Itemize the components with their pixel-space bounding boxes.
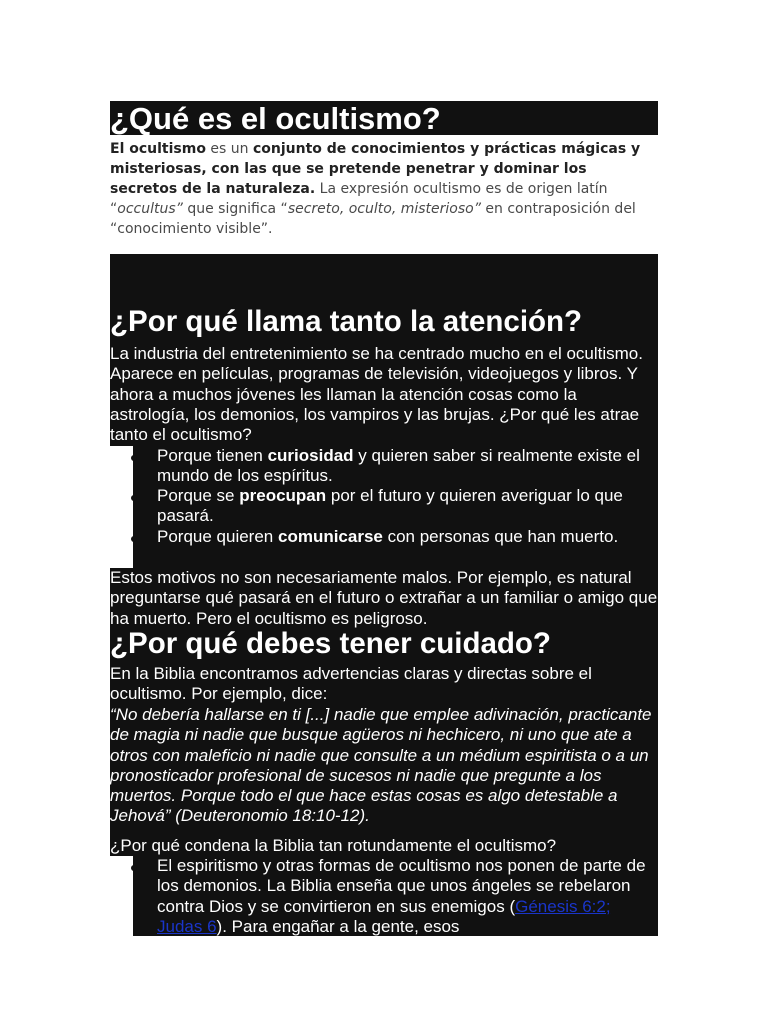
section2-paragraph-2: Estos motivos no son necesariamente malos. Por ejemplo, es natural preguntarse qué pasará en el futuro o extrañar a un familiar o amigo que ha muerto. Pero el ocultismo es peligroso. bbox=[110, 568, 658, 628]
section2-paragraph-1: La industria del entretenimiento se ha centrado mucho en el ocultismo. Aparece en películas, programas de televisión, videojuegos y libros. Y ahora a muchos jóvenes les llaman la atención cosas como la astrología, los demonios, los vampiros y las brujas. ¿Por qué les atrae tanto el ocultismo? bbox=[110, 344, 643, 445]
list-item-text: por el futuro y quieren averiguar lo que pasará. bbox=[157, 486, 623, 526]
scripture-reference-link[interactable]: Génesis 6:2; Judas 6 bbox=[157, 896, 611, 936]
bullet-dot bbox=[131, 865, 137, 871]
list-item bbox=[157, 446, 657, 487]
list-item bbox=[157, 527, 657, 547]
intro-text-1: es un bbox=[205, 141, 253, 157]
list-gutter-1 bbox=[110, 446, 133, 568]
section1-intro bbox=[110, 139, 650, 239]
list-gutter-2 bbox=[110, 856, 133, 936]
list-item-text: Porque quieren bbox=[157, 527, 278, 546]
list-item-text: Porque se bbox=[157, 486, 240, 505]
intro-italic-1: occultus” bbox=[117, 201, 183, 217]
list-item-bold: comunicarse bbox=[277, 527, 383, 546]
intro-text-2: La expresión ocultismo es de origen latín “ bbox=[110, 181, 608, 217]
intro-text-3: que significa “ bbox=[182, 201, 288, 217]
section2-title: ¿Por qué llama tanto la atención? bbox=[110, 305, 583, 338]
intro-bold-1: El ocultismo bbox=[110, 141, 206, 157]
list-item bbox=[157, 856, 657, 936]
list-item-bold: preocupan bbox=[239, 486, 327, 505]
bullet-dot bbox=[131, 455, 137, 461]
bullet-dot bbox=[131, 495, 137, 501]
section3-title: ¿Por qué debes tener cuidado? bbox=[110, 627, 551, 660]
section1-title: ¿Qué es el ocultismo? bbox=[110, 101, 658, 135]
section3-paragraph-1: En la Biblia encontramos advertencias claras y directas sobre el ocultismo. Por ejemplo, dice: bbox=[110, 664, 592, 704]
list-item-text: y quieren saber si realmente existe el mundo de los espíritus. bbox=[157, 446, 640, 486]
intro-text-4: en contraposición del “conocimiento visible”. bbox=[110, 201, 636, 237]
list-item-bold: curiosidad bbox=[267, 446, 354, 465]
intro-bold-2: conjunto de conocimientos y prácticas mágicas y misteriosas, con las que se pretende penetrar y dominar los secretos de la naturaleza. bbox=[110, 141, 641, 197]
list-item-text: con personas que han muerto. bbox=[382, 527, 619, 546]
bible-quote: “No debería hallarse en ti [...] nadie que emplee adivinación, practicante de magia ni nadie que busque agüeros ni hechicero, ni uno que ate a otros con maleficio ni nadie que consulte a un médium espiritista o a un pronosticador profesional de sucesos ni nadie que pregunte a los muertos. Porque todo el que hace estas cosas es algo detestable a Jehová” (Deuteronomio 18:10-12). bbox=[110, 705, 652, 826]
list-item-text: El espiritismo y otras formas de ocultismo nos ponen de parte de los demonios. La Biblia enseña que unos ángeles se rebelaron contra Dios y se convirtieron en sus enemigos ( bbox=[157, 856, 646, 916]
intro-italic-2: secreto, oculto, misterioso” bbox=[287, 201, 481, 217]
list-item-text: ). Para engañar a la gente, esos bbox=[216, 916, 460, 936]
bullet-dot bbox=[131, 536, 137, 542]
section3-paragraph-2: ¿Por qué condena la Biblia tan rotundamente el ocultismo? bbox=[110, 836, 557, 855]
list-item-text: Porque tienen bbox=[157, 446, 268, 465]
list-item bbox=[157, 486, 657, 527]
